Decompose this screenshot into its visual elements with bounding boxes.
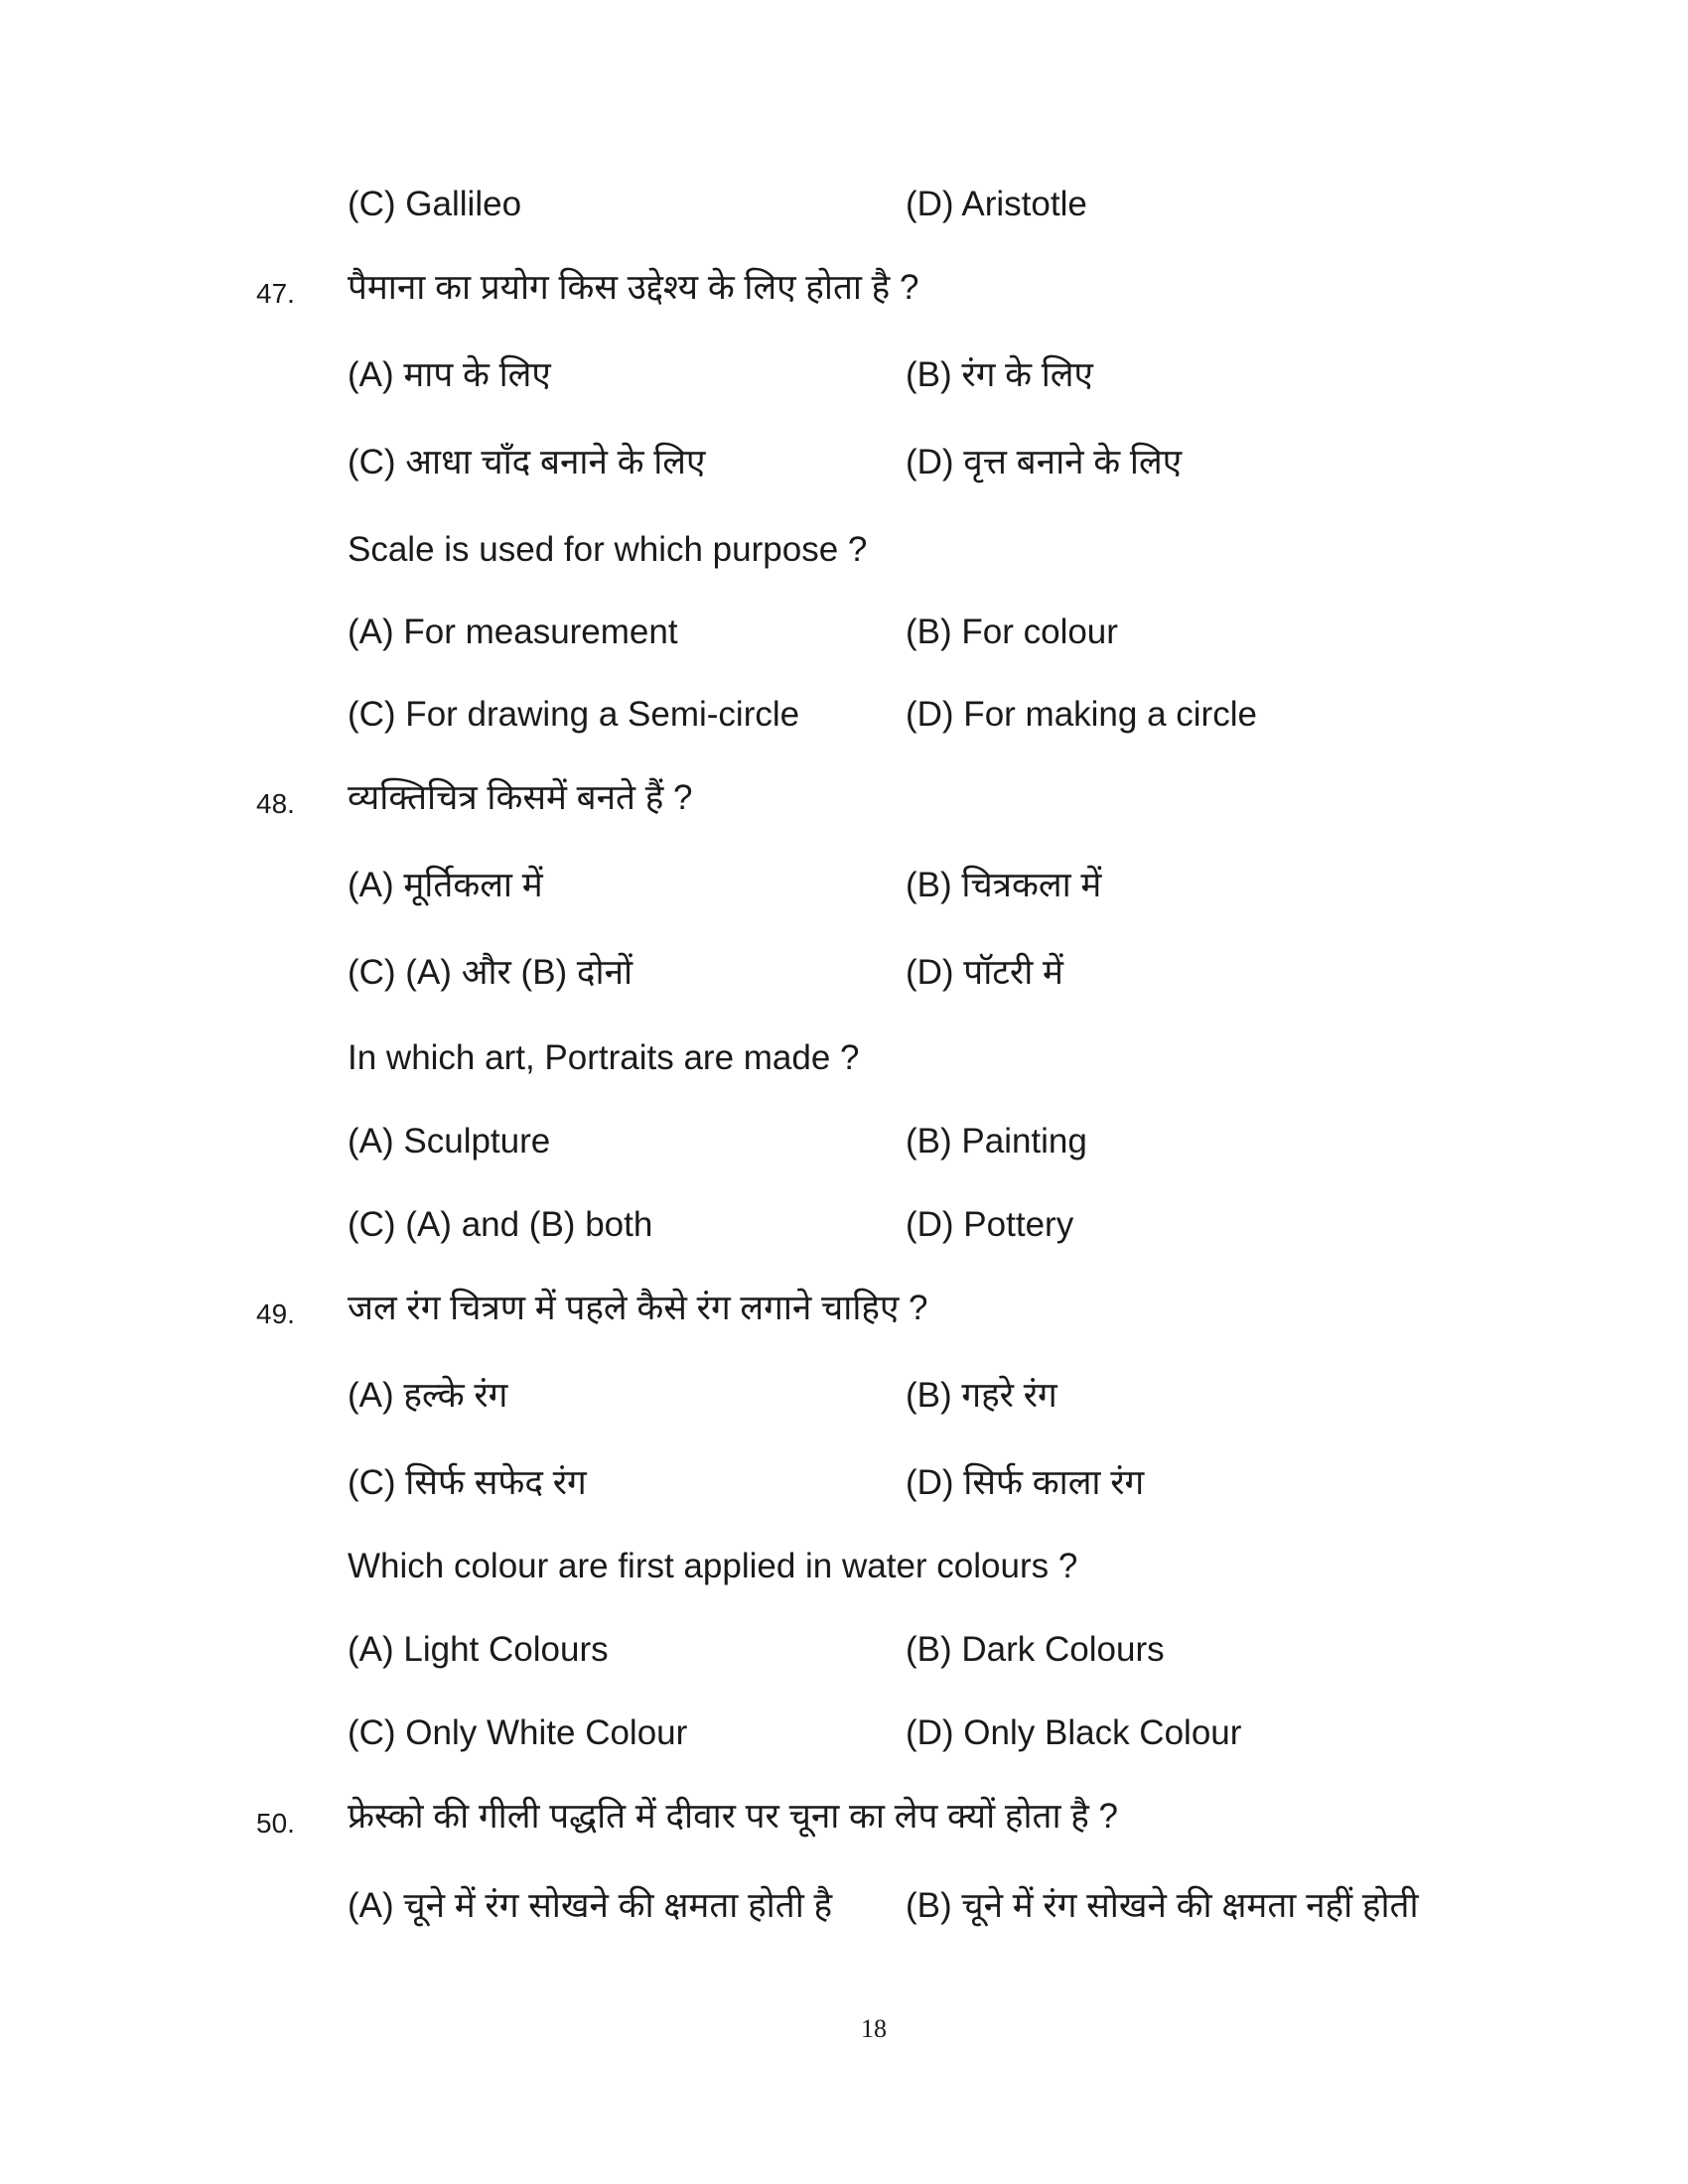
option-b-hindi: (B) चित्रकला में: [906, 866, 1102, 904]
question-stem-hindi: फ्रेस्को की गीली पद्धति में दीवार पर चूना का लेप क्यों होता है ?: [348, 1797, 1119, 1836]
option-c-hindi: (C) सिर्फ सफेद रंग: [348, 1463, 587, 1502]
option-d-hindi: (D) सिर्फ काला रंग: [906, 1463, 1145, 1502]
option-a-hindi: (A) माप के लिए: [348, 355, 551, 394]
question-stem-hindi: जल रंग चित्रण में पहले कैसे रंग लगाने चाहिए ?: [348, 1289, 928, 1327]
option-c-english: (C) For drawing a Semi-circle: [348, 695, 800, 734]
question-number: 48.: [256, 788, 295, 819]
option-d-english: (D) Pottery: [906, 1205, 1074, 1244]
option-c-hindi: (C) आधा चाँद बनाने के लिए: [348, 443, 706, 481]
option-a-hindi: (A) हल्के रंग: [348, 1376, 508, 1415]
option-a-english: (A) For measurement: [348, 613, 678, 651]
question-stem-hindi: व्यक्तिचित्र किसमें बनते हैं ?: [348, 778, 693, 817]
question-number: 47.: [256, 278, 295, 309]
option-b-english: (B) For colour: [906, 613, 1118, 651]
question-number: 49.: [256, 1298, 295, 1329]
question-stem-english: In which art, Portraits are made ?: [348, 1038, 860, 1077]
option-c-hindi: (C) (A) और (B) दोनों: [348, 953, 633, 992]
option-a-english: (A) Light Colours: [348, 1630, 609, 1669]
question-stem-hindi: पैमाना का प्रयोग किस उद्देश्य के लिए होता है ?: [348, 268, 919, 307]
option-d-hindi: (D) वृत्त बनाने के लिए: [906, 443, 1183, 481]
question-number: 50.: [256, 1808, 295, 1839]
option-b-hindi: (B) गहरे रंग: [906, 1376, 1057, 1415]
option-c-english: (C) (A) and (B) both: [348, 1205, 653, 1244]
option-d: (D) Aristotle: [906, 185, 1087, 223]
question-stem-english: Which colour are first applied in water colours ?: [348, 1547, 1078, 1585]
option-d-english: (D) For making a circle: [906, 695, 1257, 734]
option-b-hindi: (B) चूने में रंग सोखने की क्षमता नहीं होती: [906, 1886, 1419, 1925]
option-c-english: (C) Only White Colour: [348, 1713, 688, 1752]
question-stem-english: Scale is used for which purpose ?: [348, 530, 868, 569]
option-c: (C) Gallileo: [348, 185, 522, 223]
option-d-hindi: (D) पॉटरी में: [906, 953, 1063, 992]
page-number: 18: [861, 2014, 887, 2043]
option-a-hindi: (A) चूने में रंग सोखने की क्षमता होती है: [348, 1886, 833, 1925]
option-a-hindi: (A) मूर्तिकला में: [348, 866, 543, 904]
option-b-english: (B) Painting: [906, 1122, 1087, 1160]
option-b-hindi: (B) रंग के लिए: [906, 355, 1093, 394]
option-d-english: (D) Only Black Colour: [906, 1713, 1242, 1752]
option-a-english: (A) Sculpture: [348, 1122, 551, 1160]
option-b-english: (B) Dark Colours: [906, 1630, 1165, 1669]
